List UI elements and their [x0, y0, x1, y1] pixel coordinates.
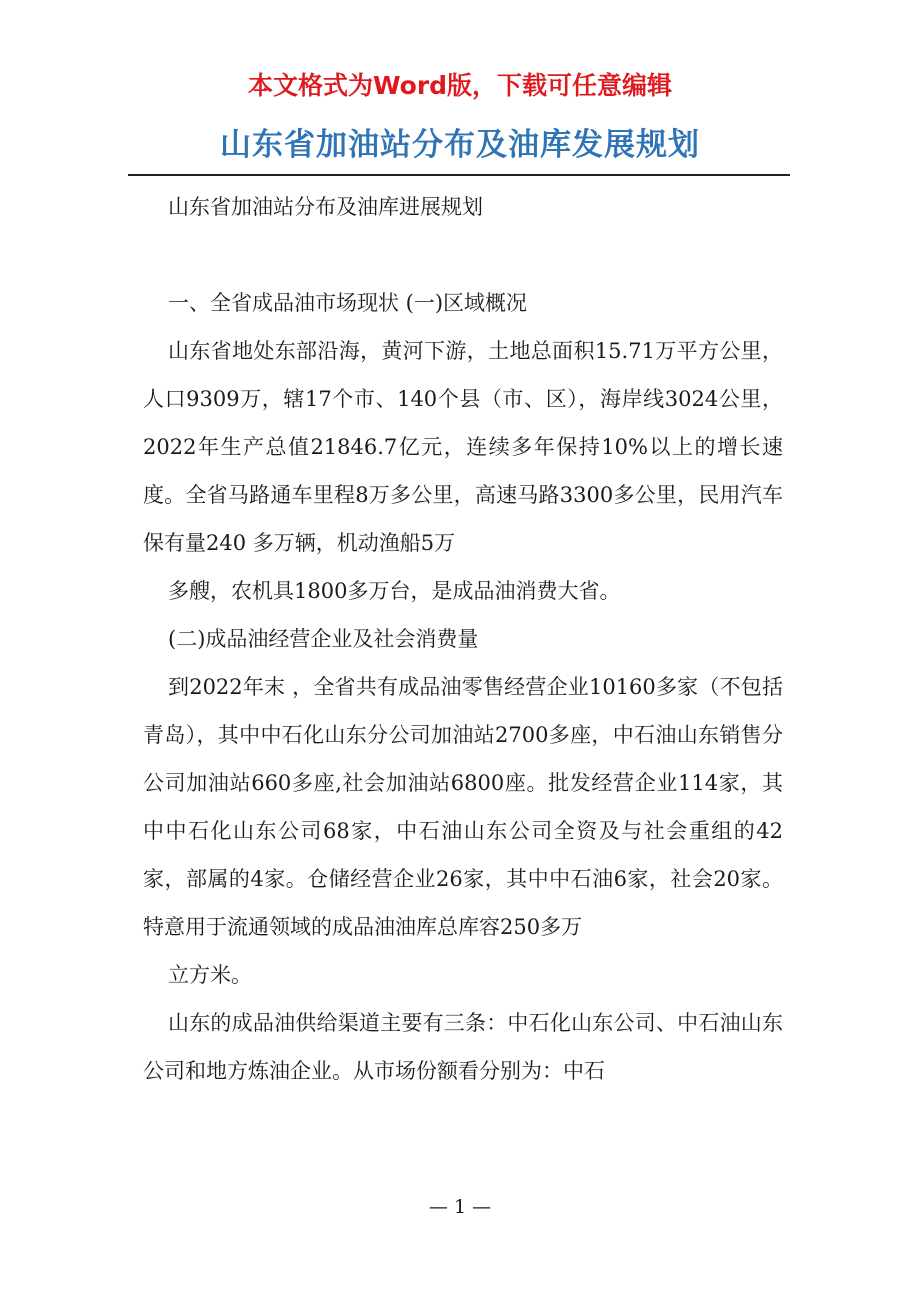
- document-subtitle: 山东省加油站分布及油库进展规划: [168, 195, 483, 219]
- section-heading: 一、全省成品油市场现状 (一)区域概况: [168, 291, 528, 315]
- paragraph-enterprises: 到2022年末 ，全省共有成品油零售经营企业10160多家（不包括青岛），其中中石化山东分公司加油站2700多座，中石油山东销售分公司加油站660多座,社会加油站6800座。批发经营企业114家，其中中石化山东公司68家，中石油山东公司全资及与社会重组的42家，部属的4家。仓储经营企业26家，其中中石油6家，社会20家。特意用于流通领域的成品油油库总库容250多万: [143, 675, 783, 939]
- paragraph-region-overview-continued: 多艘，农机具1800多万台，是成品油消费大省。: [168, 579, 621, 603]
- blank-line: [143, 231, 783, 279]
- subsection-heading: (二)成品油经营企业及社会消费量: [168, 627, 479, 651]
- document-body: [143, 183, 783, 1095]
- document-title: 山东省加油站分布及油库发展规划: [220, 127, 700, 163]
- page-number: — 1 —: [428, 1196, 492, 1218]
- paragraph-region-overview: 山东省地处东部沿海，黄河下游，土地总面积15.71万平方公里，人口9309万，辖17个市、140个县（市、区），海岸线3024公里，2022年生产总值21846.7亿元，连续多年保持10%以上的增长速度。全省马路通车里程8万多公里，高速马路3300多公里，民用汽车保有量240 多万辆，机动渔船5万: [143, 339, 783, 555]
- title-divider: [128, 174, 790, 176]
- paragraph-enterprises-continued: 立方米。: [168, 963, 252, 987]
- paragraph-supply-channels: 山东的成品油供给渠道主要有三条：中石化山东公司、中石油山东公司和地方炼油企业。从市场份额看分别为：中石: [143, 1011, 783, 1083]
- word-format-banner: 本文格式为Word版，下载可任意编辑: [247, 71, 673, 100]
